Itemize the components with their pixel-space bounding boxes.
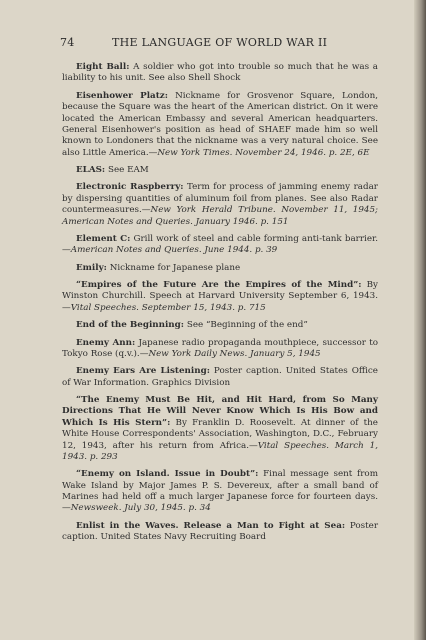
page-number: 74 [60, 36, 75, 49]
entry-source: New York Herald Tribune. November 11, 1945; American Notes and Queries. January 1946. p. 151 [62, 205, 378, 227]
entry-source: Vital Speeches. March 1, 1943. p. 293 [62, 440, 378, 462]
entry-definition: Grill work of steel and cable forming anti-tank barrier.— [62, 233, 379, 256]
glossary-entries [62, 62, 378, 550]
entry-term: “Empires of the Future Are the Empires of the Mind”: [76, 280, 362, 290]
entry-definition: Japanese radio propaganda mouthpiece, successor to Tokyo Rose (q.v.).— [62, 337, 379, 359]
glossary-entry [62, 320, 378, 331]
entry-definition: A soldier who got into trouble so much that he was a liability to his unit. See also Shell Shock [62, 62, 378, 84]
entry-definition: Final message sent from Wake Island by Major James P. S. Devereux, after a small band of Marines had held off a much larger Japanese force for fourteen days. — [62, 469, 378, 514]
entry-definition: See “Beginning of the end” [186, 320, 308, 331]
entry-term: End of the Beginning: [76, 320, 185, 331]
page-binding-shadow [414, 0, 426, 640]
entry-definition: Term for process of jamming enemy radar by dispersing quantities of aluminum foil from planes. See also Radar countermeasures.— [62, 182, 378, 216]
entry-source: New York Times. November 24, 1946. p. 2E, 6E [157, 147, 370, 158]
glossary-entry [62, 366, 378, 389]
glossary-entry [62, 263, 378, 274]
entry-term: Eisenhower Platz: [76, 90, 168, 101]
glossary-entry [62, 338, 378, 361]
entry-definition: See EAM [107, 165, 149, 175]
entry-term: ELAS: [76, 165, 106, 175]
entry-term: “Enemy on Island. Issue in Doubt”: [76, 469, 259, 480]
glossary-entry [62, 234, 378, 257]
entry-term: Emily: [76, 262, 107, 273]
glossary-entry [62, 469, 378, 515]
glossary-entry [62, 521, 378, 544]
entry-definition: Nickname for Grosvenor Square, London, because the Square was the heart of the American district. On it were located the American Embassy and several American headquarters. General Eisenhower's position as head of SHAEF made him so well known to Londoners that the nickname was a very natural choice. See also Little America.— [62, 90, 378, 158]
running-title: THE LANGUAGE OF WORLD WAR II [112, 36, 328, 49]
entry-term: “The Enemy Must Be Hit, and Hit Hard, from So Many Directions That He Will Never Know Which Is His Bow and Which Is His Stern”: [62, 395, 378, 428]
glossary-entry [62, 280, 378, 314]
glossary-entry [62, 62, 378, 85]
entry-source: American Notes and Queries. June 1944. p. 39 [70, 245, 278, 256]
entry-source: Newsweek. July 30, 1945. p. 34 [70, 503, 211, 514]
entry-definition: By Franklin D. Roosevelt. At dinner of the White House Correspondents' Association, Washington, D.C., February 12, 1943, after his return from Africa.— [62, 417, 378, 451]
entry-term: Electronic Raspberry: [76, 182, 184, 193]
entry-source: Vital Speeches. September 15, 1943. p. 715 [70, 302, 266, 313]
glossary-entry [62, 91, 378, 159]
glossary-entry [62, 395, 378, 463]
entry-term: Eight Ball: [76, 62, 130, 72]
entry-term: Element C: [76, 233, 131, 244]
entry-definition: By Winston Churchill. Speech at Harvard University September 6, 1943. — [62, 280, 378, 313]
entry-definition: Poster caption. United States Office of War Information. Graphics Division [62, 366, 378, 388]
entry-definition: Nickname for Japanese plane [109, 262, 241, 273]
entry-source: New York Daily News. January 5, 1945 [148, 348, 321, 359]
glossary-entry [62, 165, 378, 176]
glossary-entry [62, 182, 378, 228]
entry-term: Enemy Ann: [76, 337, 136, 348]
entry-term: Enemy Ears Are Listening: [76, 366, 210, 377]
entry-definition: Poster caption. United States Navy Recruiting Board [62, 520, 378, 543]
entry-term: Enlist in the Waves. Release a Man to Fight at Sea: [76, 520, 346, 531]
